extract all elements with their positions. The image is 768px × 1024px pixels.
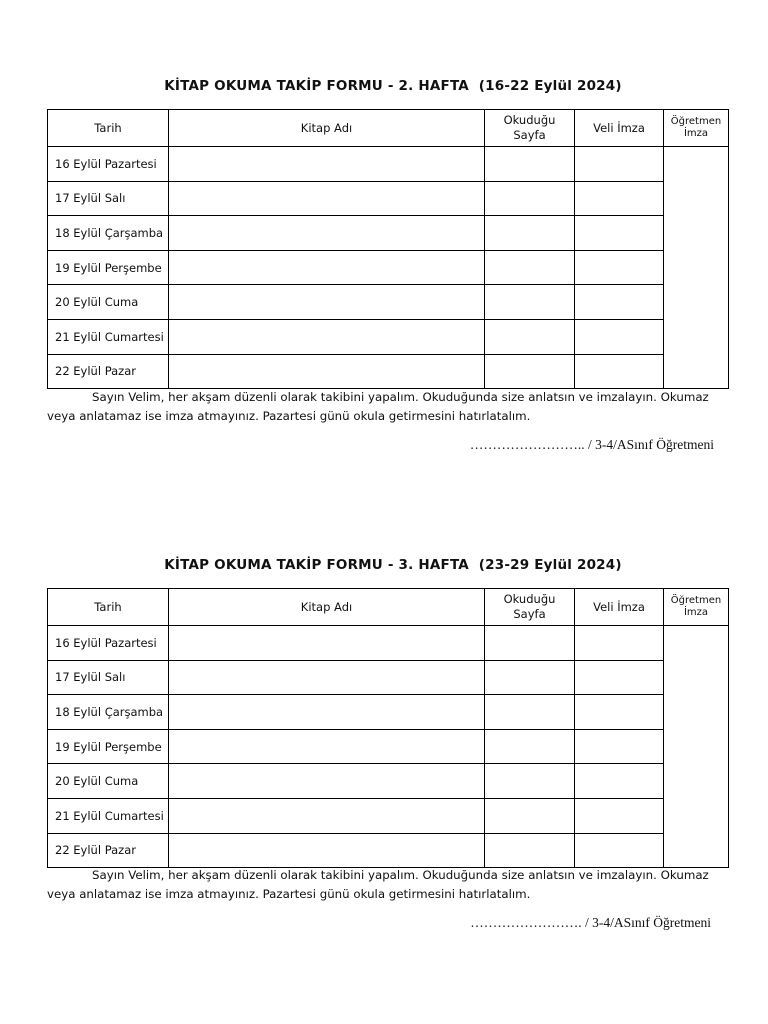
parent-signature-cell[interactable] [575, 833, 664, 868]
header-pages-read [485, 110, 575, 147]
pages-read-cell[interactable] [485, 354, 575, 389]
header-teacher-line1: Öğretmen [670, 595, 722, 606]
header-teacher-signature [664, 589, 729, 626]
header-teacher-line2: İmza [683, 128, 709, 139]
teacher-signature-line: ……………………. / 3-4/ASınıf Öğretmeni [470, 915, 711, 930]
header-teacher-line1: Öğretmen [670, 116, 722, 127]
teacher-signature-line: …………………….. / 3-4/ASınıf Öğretmeni [469, 437, 714, 452]
book-name-cell[interactable] [169, 660, 485, 695]
parent-signature-cell[interactable] [575, 147, 664, 182]
day-cell: 17 Eylül Salı [48, 181, 169, 216]
pages-read-cell[interactable] [485, 626, 575, 661]
parent-signature-cell[interactable] [575, 216, 664, 251]
day-cell: 16 Eylül Pazartesi [48, 626, 169, 661]
table-header-row [48, 110, 729, 147]
parent-signature-cell[interactable] [575, 181, 664, 216]
day-cell: 18 Eylül Çarşamba [48, 695, 169, 730]
teacher-signature-cell[interactable] [664, 626, 729, 868]
form-title: KİTAP OKUMA TAKİP FORMU - 2. HAFTA (16-22 Eylül 2024) [164, 78, 622, 94]
table-header-row [48, 589, 729, 626]
header-teacher-line2: İmza [683, 607, 709, 618]
day-cell: 17 Eylül Salı [48, 660, 169, 695]
parent-signature-cell[interactable] [575, 354, 664, 389]
table-row [48, 216, 729, 251]
table-row [48, 729, 729, 764]
day-cell: 22 Eylül Pazar [48, 833, 169, 868]
pages-read-cell[interactable] [485, 319, 575, 354]
day-cell: 20 Eylül Cuma [48, 764, 169, 799]
pages-read-cell[interactable] [485, 833, 575, 868]
header-parent-signature: Veli İmza [575, 110, 664, 147]
header-pages-line2: Sayfa [513, 128, 546, 142]
book-name-cell[interactable] [169, 285, 485, 320]
header-date: Tarih [48, 589, 169, 626]
table-row [48, 764, 729, 799]
parent-signature-cell[interactable] [575, 798, 664, 833]
form-title: KİTAP OKUMA TAKİP FORMU - 3. HAFTA (23-29 Eylül 2024) [164, 557, 622, 573]
book-name-cell[interactable] [169, 181, 485, 216]
book-name-cell[interactable] [169, 798, 485, 833]
pages-read-cell[interactable] [485, 729, 575, 764]
parent-signature-cell[interactable] [575, 764, 664, 799]
day-cell: 19 Eylül Perşembe [48, 250, 169, 285]
header-pages-line2: Sayfa [513, 607, 546, 621]
book-name-cell[interactable] [169, 319, 485, 354]
table-row [48, 354, 729, 389]
teacher-signature-cell[interactable] [664, 147, 729, 389]
table-row [48, 250, 729, 285]
table-row [48, 319, 729, 354]
book-name-cell[interactable] [169, 729, 485, 764]
parent-signature-cell[interactable] [575, 285, 664, 320]
book-name-cell[interactable] [169, 695, 485, 730]
reading-log-table [47, 109, 729, 389]
day-cell: 21 Eylül Cumartesi [48, 798, 169, 833]
day-cell: 19 Eylül Perşembe [48, 729, 169, 764]
table-row [48, 626, 729, 661]
day-cell: 20 Eylül Cuma [48, 285, 169, 320]
table-row [48, 833, 729, 868]
parent-signature-cell[interactable] [575, 319, 664, 354]
table-row [48, 798, 729, 833]
parent-signature-cell[interactable] [575, 695, 664, 730]
header-parent-signature: Veli İmza [575, 589, 664, 626]
pages-read-cell[interactable] [485, 181, 575, 216]
parent-signature-cell[interactable] [575, 626, 664, 661]
book-name-cell[interactable] [169, 250, 485, 285]
parent-note: Sayın Velim, her akşam düzenli olarak takibini yapalım. Okuduğunda size anlatsın ve imzalayın. Okumaz veya anlatamaz ise imza atmayınız. Pazartesi günü okula getirmesini hatırlatalım. [47, 390, 709, 423]
pages-read-cell[interactable] [485, 660, 575, 695]
table-row [48, 695, 729, 730]
day-cell: 18 Eylül Çarşamba [48, 216, 169, 251]
parent-note: Sayın Velim, her akşam düzenli olarak takibini yapalım. Okuduğunda size anlatsın ve imzalayın. Okumaz veya anlatamaz ise imza atmayınız. Pazartesi günü okula getirmesini hatırlatalım. [47, 868, 709, 901]
table-row [48, 660, 729, 695]
book-name-cell[interactable] [169, 764, 485, 799]
table-row [48, 181, 729, 216]
reading-log-table [47, 588, 729, 868]
day-cell: 21 Eylül Cumartesi [48, 319, 169, 354]
day-cell: 16 Eylül Pazartesi [48, 147, 169, 182]
table-row [48, 285, 729, 320]
pages-read-cell[interactable] [485, 695, 575, 730]
book-name-cell[interactable] [169, 626, 485, 661]
book-name-cell[interactable] [169, 833, 485, 868]
pages-read-cell[interactable] [485, 216, 575, 251]
pages-read-cell[interactable] [485, 147, 575, 182]
parent-signature-cell[interactable] [575, 250, 664, 285]
parent-signature-cell[interactable] [575, 660, 664, 695]
header-book-name: Kitap Adı [169, 589, 485, 626]
header-date: Tarih [48, 110, 169, 147]
header-pages-read [485, 589, 575, 626]
pages-read-cell[interactable] [485, 764, 575, 799]
header-teacher-signature [664, 110, 729, 147]
book-name-cell[interactable] [169, 147, 485, 182]
parent-signature-cell[interactable] [575, 729, 664, 764]
header-pages-line1: Okuduğu [503, 113, 556, 127]
pages-read-cell[interactable] [485, 250, 575, 285]
header-book-name: Kitap Adı [169, 110, 485, 147]
table-row [48, 147, 729, 182]
book-name-cell[interactable] [169, 216, 485, 251]
book-name-cell[interactable] [169, 354, 485, 389]
pages-read-cell[interactable] [485, 285, 575, 320]
header-pages-line1: Okuduğu [503, 592, 556, 606]
pages-read-cell[interactable] [485, 798, 575, 833]
day-cell: 22 Eylül Pazar [48, 354, 169, 389]
